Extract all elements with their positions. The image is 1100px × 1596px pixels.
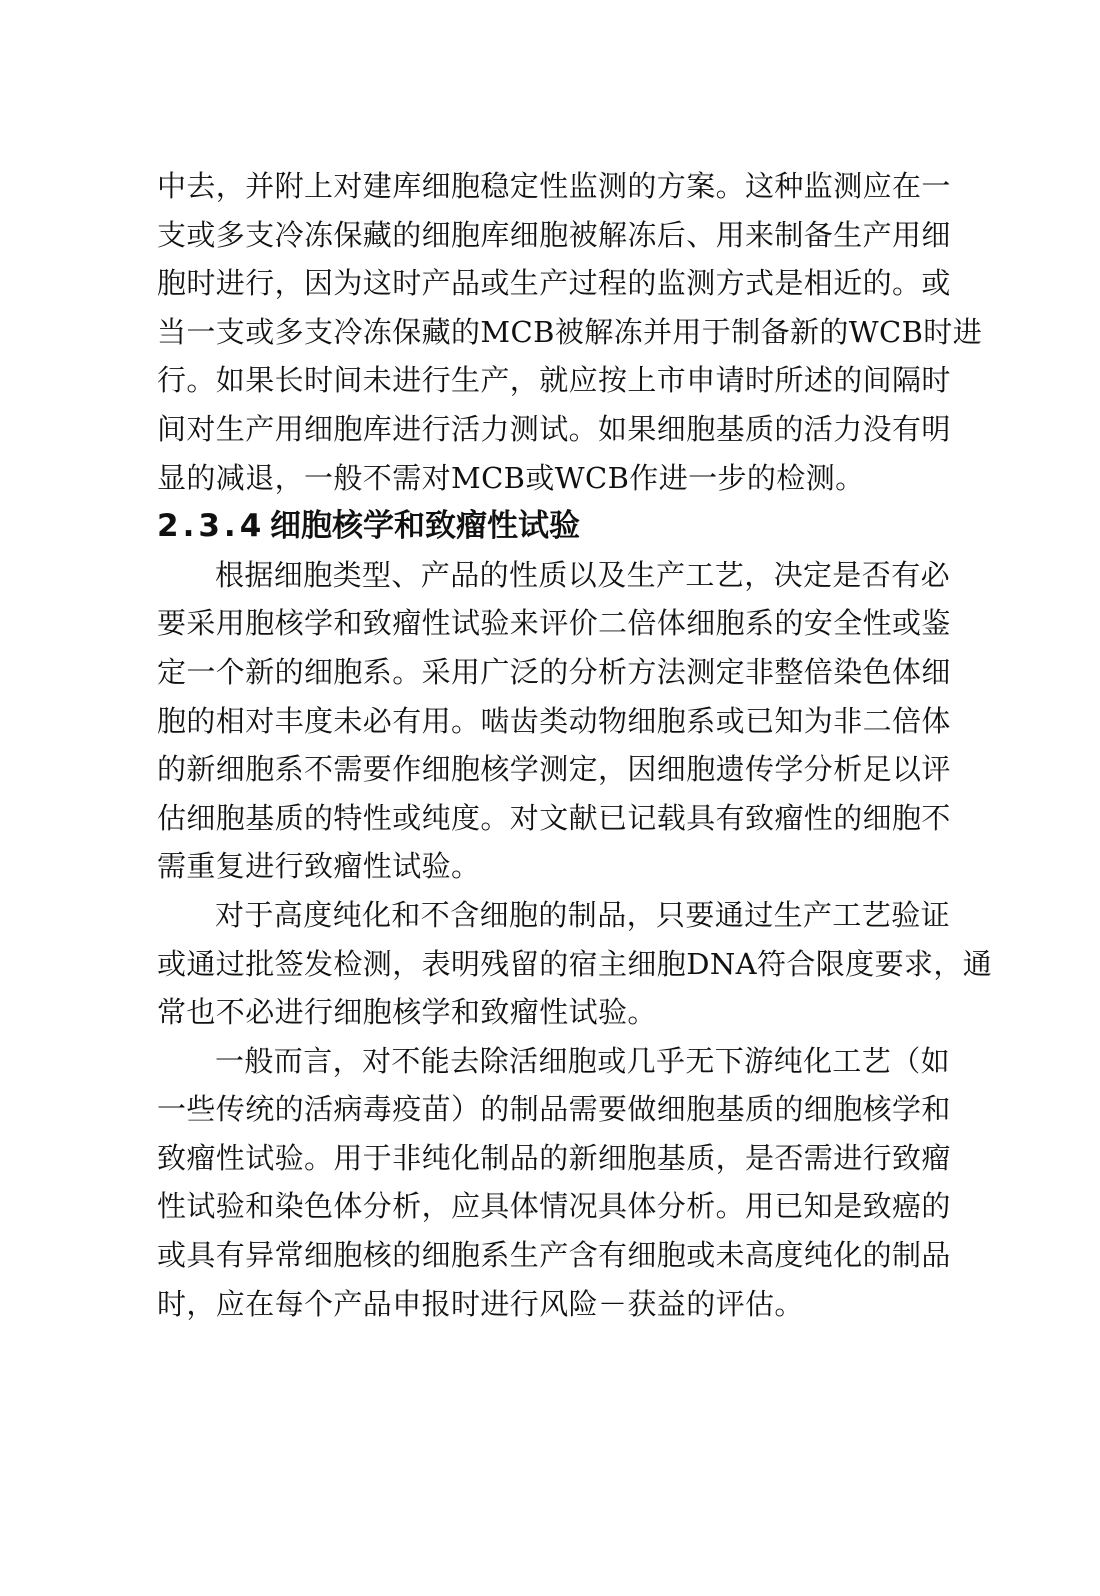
text-line: 间对生产用细胞库进行活力测试。如果细胞基质的活力没有明 [157, 411, 951, 446]
text-line: 定一个新的细胞系。采用广泛的分析方法测定非整倍染色体细 [157, 654, 951, 689]
text-line: 对于高度纯化和不含细胞的制品，只要通过生产工艺验证 [215, 897, 951, 932]
text-line: 致瘤性试验。用于非纯化制品的新细胞基质，是否需进行致瘤 [157, 1140, 951, 1175]
text-line: 胞的相对丰度未必有用。啮齿类动物细胞系或已知为非二倍体 [157, 703, 951, 738]
text-line: 的新细胞系不需要作细胞核学测定，因细胞遗传学分析足以评 [157, 752, 951, 787]
paragraph-karyology-necessity [157, 551, 951, 891]
document-page [157, 162, 993, 1328]
text-line: 当一支或多支冷冻保藏的MCB被解冻并用于制备新的WCB时进 [157, 314, 983, 349]
text-line: 中去，并附上对建库细胞稳定性监测的方案。这种监测应在一 [157, 169, 951, 203]
text-line: 胞时进行，因为这时产品或生产过程的监测方式是相近的。或 [157, 266, 951, 301]
text-line: 一些传统的活病毒疫苗）的制品需要做细胞基质的细胞核学和 [157, 1092, 951, 1127]
section-heading [157, 502, 929, 551]
text-line: 一般而言，对不能去除活细胞或几乎无下游纯化工艺（如 [215, 1043, 951, 1078]
text-line: 根据细胞类型、产品的性质以及生产工艺，决定是否有必 [215, 557, 951, 592]
paragraph-live-cell-products [157, 1037, 951, 1329]
text-line: 显的减退，一般不需对MCB或WCB作进一步的检测。 [157, 460, 865, 495]
text-line: 要采用胞核学和致瘤性试验来评价二倍体细胞系的安全性或鉴 [157, 606, 951, 641]
text-line: 行。如果长时间未进行生产，就应按上市申请时所述的间隔时 [157, 363, 951, 398]
text-line: 常也不必进行细胞核学和致瘤性试验。 [157, 995, 657, 1030]
paragraph-cell-bank-monitoring [157, 162, 983, 502]
text-line: 支或多支冷冻保藏的细胞库细胞被解冻后、用来制备生产用细 [157, 217, 951, 252]
paragraph-purified-products [157, 891, 993, 1037]
text-line: 或通过批签发检测，表明残留的宿主细胞DNA符合限度要求，通 [157, 946, 993, 981]
text-line: 需重复进行致瘤性试验。 [157, 849, 481, 884]
text-line: 或具有异常细胞核的细胞系生产含有细胞或未高度纯化的制品 [157, 1238, 951, 1273]
section-title: 细胞核学和致瘤性试验 [270, 508, 580, 545]
text-line: 估细胞基质的特性或纯度。对文献已记载具有致瘤性的细胞不 [157, 800, 951, 835]
text-line: 时，应在每个产品申报时进行风险－获益的评估。 [157, 1286, 804, 1321]
text-line: 性试验和染色体分析，应具体情况具体分析。用已知是致癌的 [157, 1189, 951, 1224]
section-number: 2.3.4 [157, 508, 266, 545]
